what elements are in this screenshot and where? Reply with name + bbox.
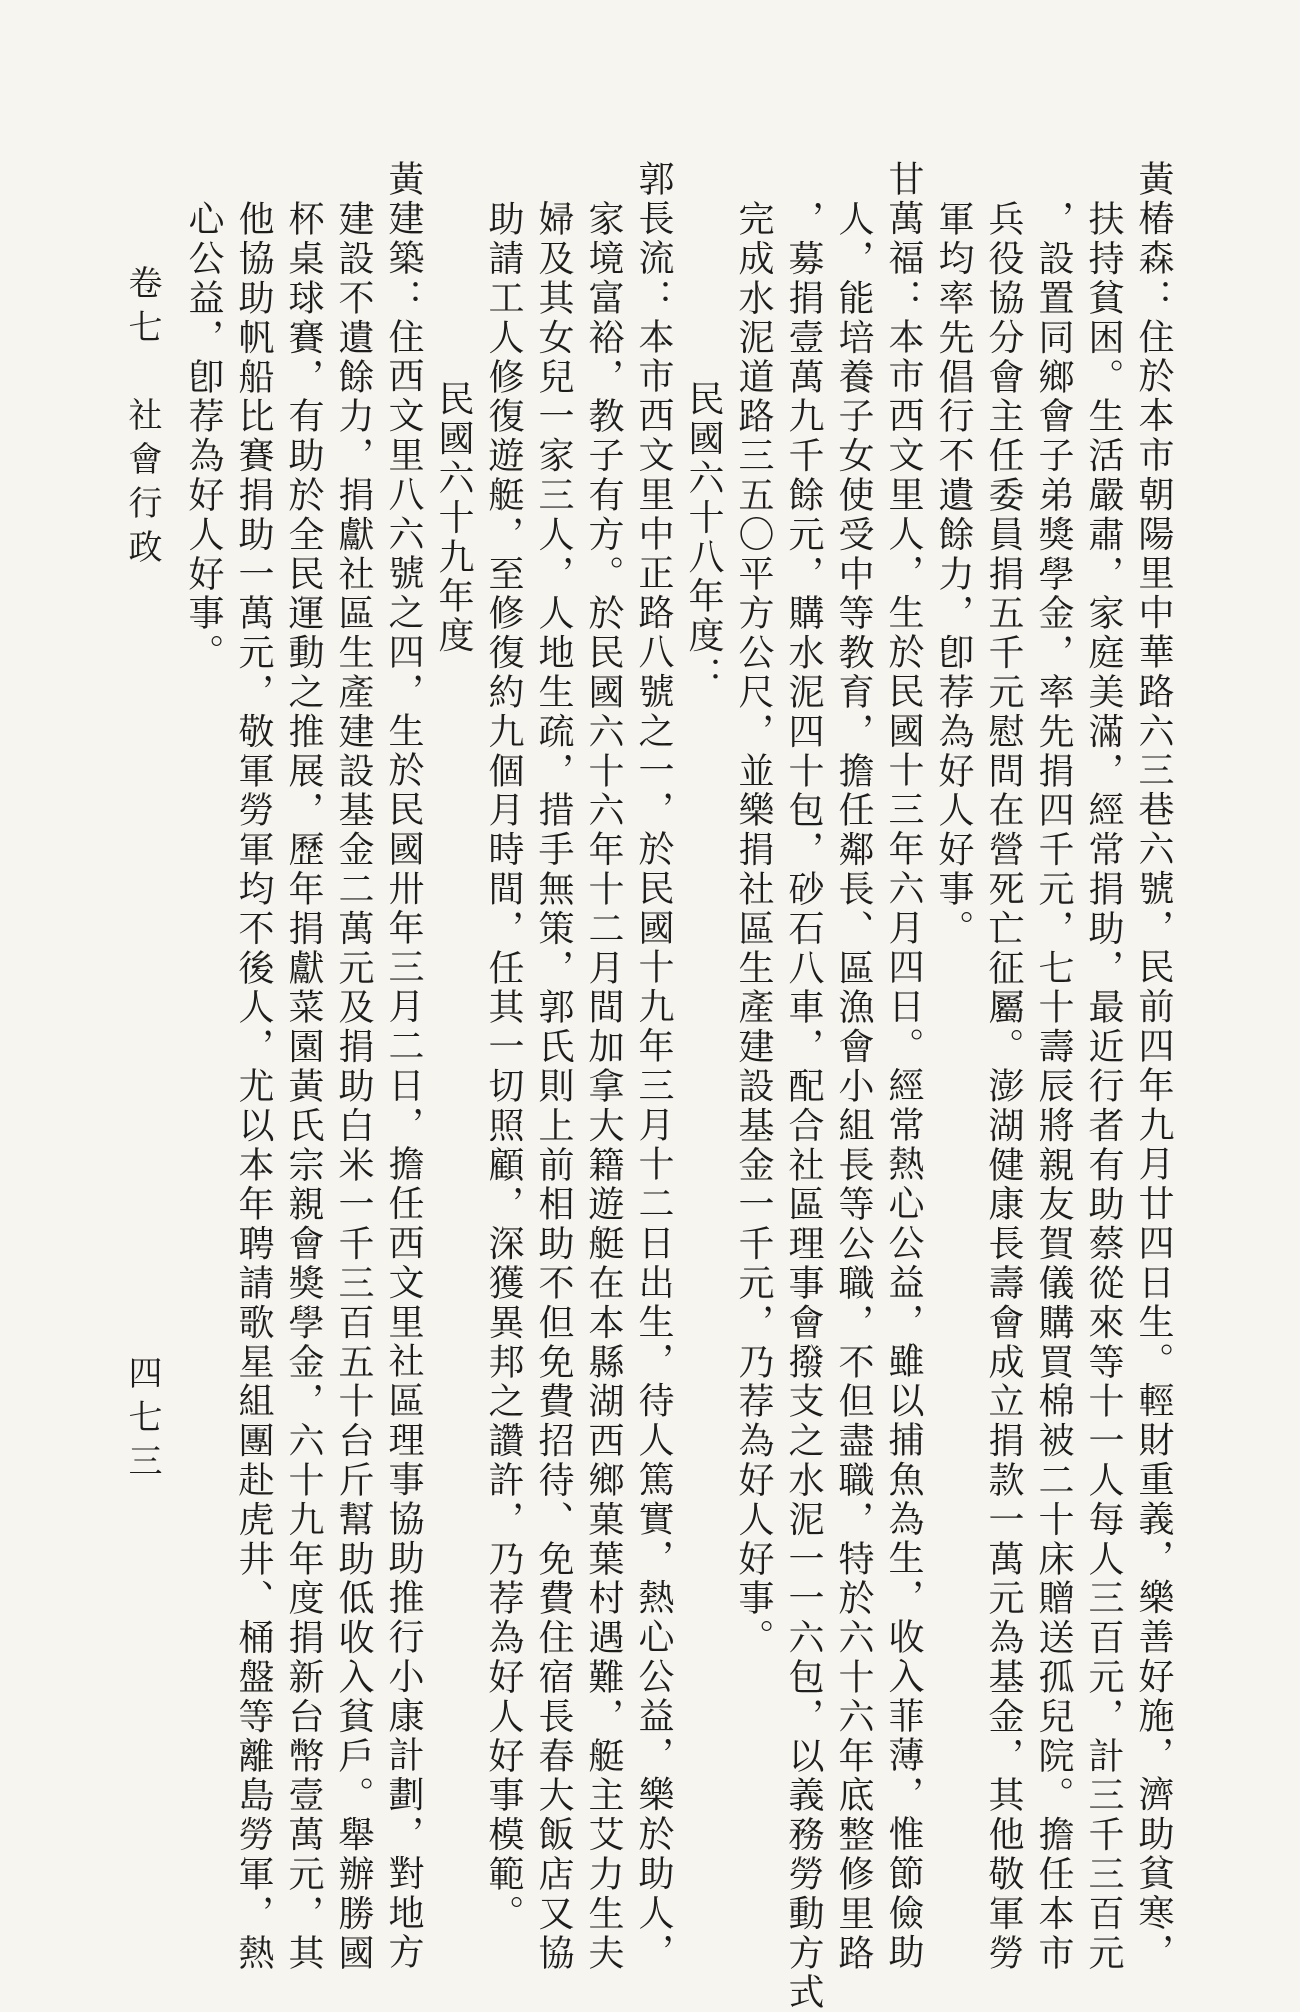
text-column-12: 家境富裕，教子有方。於民國六十六年十二月間加拿大籍遊艇在本縣湖西鄉菓葉村遇難，艇主艾力生夫: [583, 200, 624, 1973]
text-column-3: ，設置同鄉會子弟獎學金，率先捐四千元，七十壽辰將親友賀儀購買棉被二十床贈送孤兒院。擔任本市: [1033, 200, 1074, 1973]
section-heading-1969: 民國六十九年度: [433, 380, 474, 656]
text-column-16: 黃建築：住西文里八六號之四，生於民國卅年三月二日，擔任西文里社區理事協助推行小康計劃，對地方: [383, 160, 424, 1973]
text-column-18: 杯桌球賽，有助於全民運動之推展，歷年捐獻菜園黃氏宗親會獎學金，六十九年度捐新台幣壹萬元，其: [283, 200, 324, 1973]
section-heading-1968: 民國六十八年度：: [683, 380, 724, 696]
text-column-5: 軍均率先倡行不遺餘力，卽荐為好人好事。: [933, 200, 974, 949]
text-column-2: 扶持貧困。生活嚴肅，家庭美滿，經常捐助，最近行者有助蔡從來等十一人每人三百元，計三千三百元: [1083, 200, 1124, 1973]
text-column-19: 他協助帆船比賽捐助一萬元，敬軍勞軍均不後人，尤以本年聘請歌星組團赴虎井、桶盤等離島勞軍，熱: [233, 200, 274, 1973]
text-column-1: 黃椿森：住於本市朝陽里中華路六三巷六號，民前四年九月廿四日生。輕財重義，樂善好施，濟助貧寒，: [1133, 160, 1174, 1973]
text-column-11: 郭長流：本市西文里中正路八號之一，於民國十九年三月十二日出生，待人篤實，熱心公益，樂於助人，: [633, 160, 674, 1973]
text-column-20: 心公益，卽荐為好人好事。: [183, 200, 224, 673]
text-column-6: 甘萬福：本市西文里人，生於民國十三年六月四日。經常熱心公益，雖以捕魚為生，收入菲薄，惟節儉助: [883, 160, 924, 1973]
text-column-17: 建設不遺餘力，捐獻社區生產建設基金二萬元及捐助白米一千三百五十台斤幫助低收入貧戶。舉辦勝國: [333, 200, 374, 1973]
text-column-8: ，募捐壹萬九千餘元，購水泥四十包，砂石八車，配合社區理事會撥支之水泥一一六包，以義務勞動方式: [783, 200, 824, 2012]
page-number: 四七三: [122, 1355, 162, 1487]
text-column-9: 完成水泥道路三五〇平方公尺，並樂捐社區生產建設基金一千元，乃荐為好人好事。: [733, 200, 774, 1658]
text-column-14: 助請工人修復遊艇，至修復約九個月時間，任其一切照顧，深獲異邦之讚許，乃荐為好人好事模範。: [483, 200, 524, 1934]
chapter-title: 卷七 社會行政: [122, 265, 162, 573]
text-column-13: 婦及其女兒一家三人，人地生疏，措手無策，郭氏則上前相助不但免費招待、免費住宿長春大飯店又協: [533, 200, 574, 1973]
text-column-7: 人，能培養子女使受中等教育，擔任鄰長、區漁會小組長等公職，不但盡職，特於六十六年底整修里路: [833, 200, 874, 1973]
text-column-4: 兵役協分會主任委員捐五千元慰問在營死亡征屬。澎湖健康長壽會成立捐款一萬元為基金，其他敬軍勞: [983, 200, 1024, 1973]
